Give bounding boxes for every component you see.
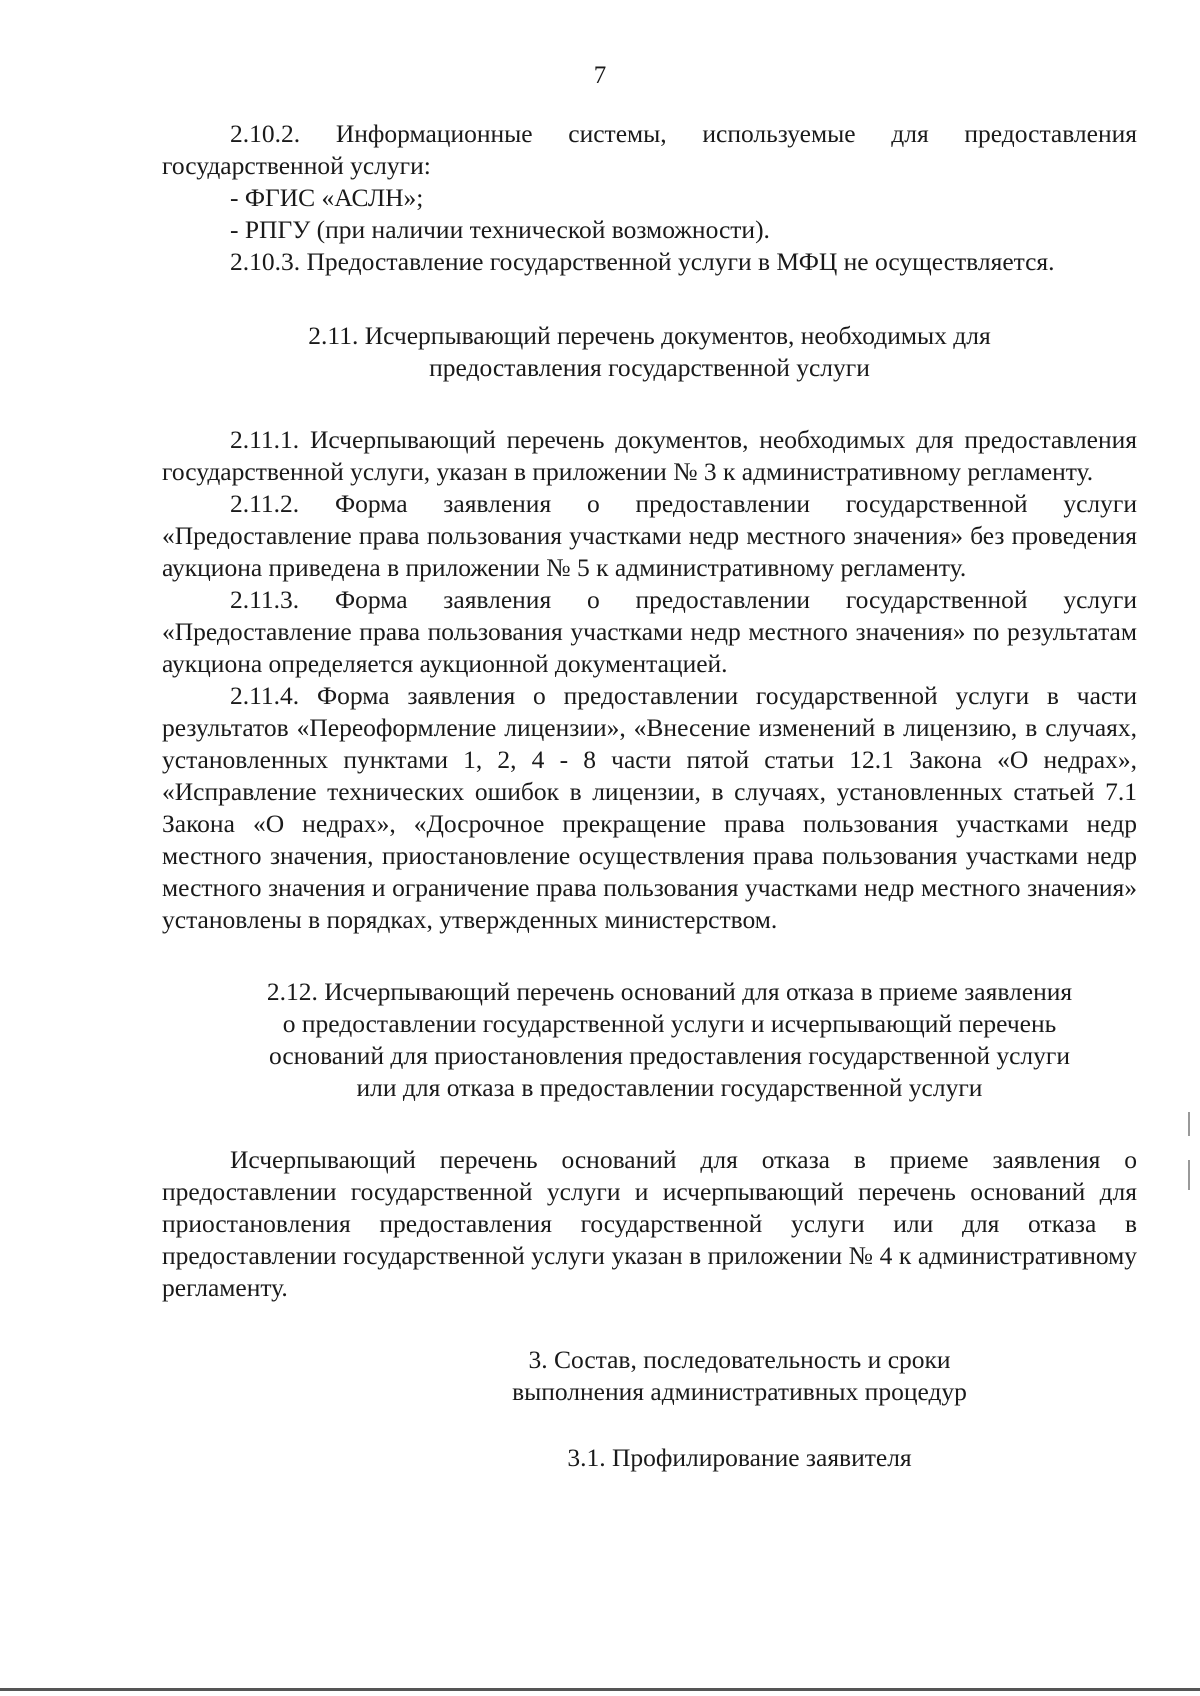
heading-3 [162, 1344, 1137, 1408]
paragraph-2-12: Исчерпывающий перечень оснований для отказа в приеме заявления о предоставлении государственной услуги и исчерпывающий перечень оснований для приостановления предоставления государственной услуги или для отказа в предоставлении государственной услуги указан в приложении № 4 к административному регламенту. [162, 1145, 1137, 1302]
scan-artifact-mark [1188, 1112, 1190, 1136]
heading-2-11-line-1: 2.11. Исчерпывающий перечень документов, необходимых для [308, 321, 991, 350]
paragraph-2-10-2: 2.10.2. Информационные системы, используемые для предоставления государственной услуги: [162, 119, 1137, 180]
page-number: 7 [593, 62, 607, 89]
list-item-fgis: - ФГИС «АСЛН»; [230, 183, 424, 212]
document-body [162, 118, 1137, 1474]
heading-2-12-line-1: 2.12. Исчерпывающий перечень оснований для отказа в приеме заявления [266, 977, 1073, 1006]
heading-2-12-line-4: или для отказа в предоставлении государственной услуги [356, 1073, 983, 1102]
heading-3-line-2: выполнения административных процедур [512, 1377, 967, 1406]
paragraph-2-11-4: 2.11.4. Форма заявления о предоставлении государственной услуги в части результатов «Переоформление лицензии», «Внесение изменений в лицензию, в случаях, установленных пунктами 1, 2, 4 - 8 части пятой статьи 12.1 Закона «О недрах», «Исправление технических ошибок в лицензии, в случаях, установленных статьей 7.1 Закона «О недрах», «Досрочное прекращение права пользования участками недр местного значения, приостановление осуществления права пользования участками недр местного значения и ограничение права пользования участками недр местного значения» установлены в порядках, утвержденных министерством. [162, 681, 1137, 934]
heading-3-line-1: 3. Состав, последовательность и сроки [528, 1345, 951, 1374]
paragraph-2-10-3: 2.10.3. Предоставление государственной услуги в МФЦ не осуществляется. [230, 247, 1055, 276]
heading-2-12-line-2: о предоставлении государственной услуги и исчерпывающий перечень [282, 1009, 1057, 1038]
paragraph-2-11-1: 2.11.1. Исчерпывающий перечень документов, необходимых для предоставления государственной услуги, указан в приложении № 3 к административному регламенту. [162, 425, 1137, 486]
heading-2-11-line-2: предоставления государственной услуги [429, 353, 870, 382]
heading-2-12-line-3: оснований для приостановления предоставления государственной услуги [268, 1041, 1071, 1070]
scan-artifact-mark [1188, 1160, 1190, 1190]
paragraph-2-11-3: 2.11.3. Форма заявления о предоставлении государственной услуги «Предоставление права пользования участками недр местного значения» по результатам аукциона определяется аукционной документацией. [162, 585, 1137, 678]
heading-2-12 [162, 976, 1137, 1104]
heading-3-1: 3.1. Профилирование заявителя [567, 1443, 912, 1472]
heading-2-11 [162, 320, 1137, 384]
paragraph-2-11-2: 2.11.2. Форма заявления о предоставлении государственной услуги «Предоставление права пользования участками недр местного значения» без проведения аукциона приведена в приложении № 5 к административному регламенту. [162, 489, 1137, 582]
list-item-rpgu: - РПГУ (при наличии технической возможности). [230, 215, 770, 244]
page-bottom-edge [0, 1688, 1200, 1691]
